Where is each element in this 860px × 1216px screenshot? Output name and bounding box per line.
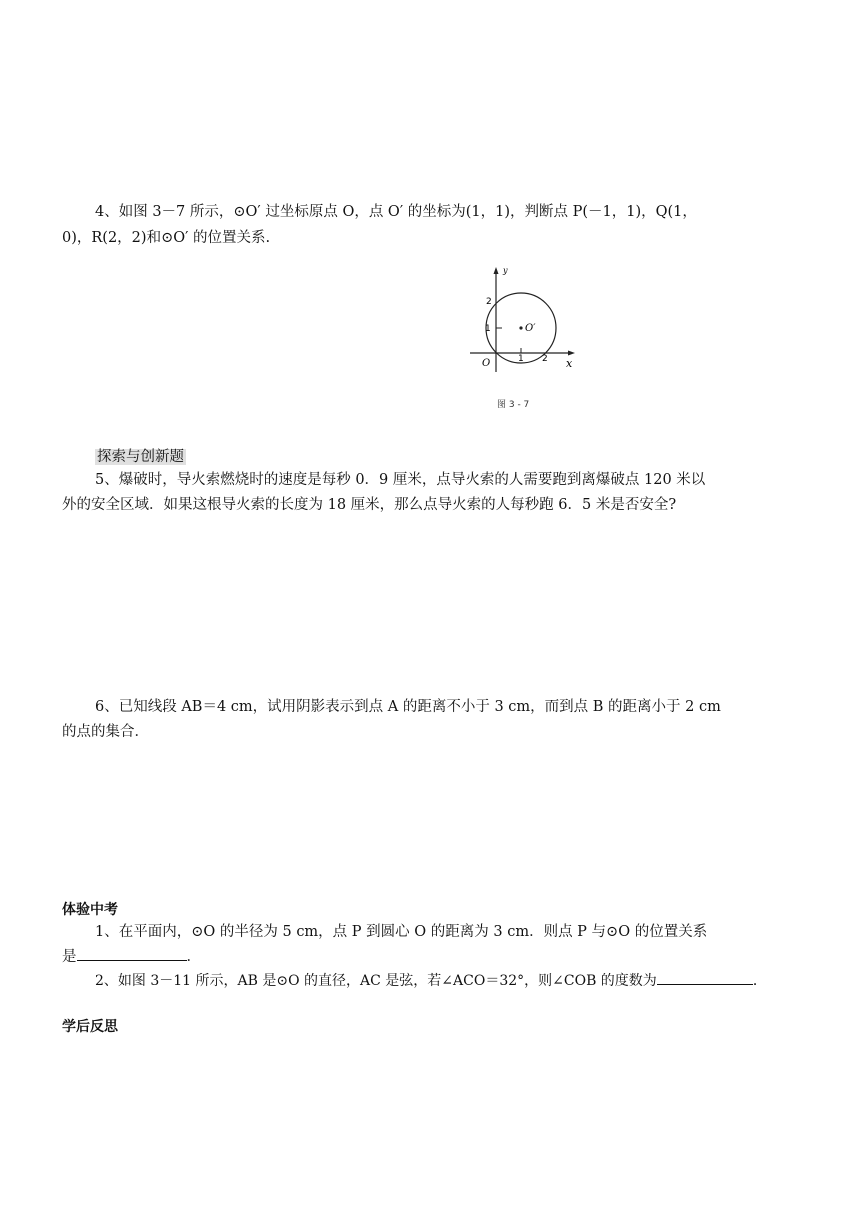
figure-caption: 图 3 - 7	[497, 400, 530, 410]
q4-line-2: 0)，R(2，2)和⊙O′ 的位置关系.	[62, 230, 271, 246]
exam-q2-suffix: ．	[752, 973, 767, 989]
exam-q1-line-2	[62, 946, 201, 967]
y-tick-label-1: 1	[485, 324, 491, 334]
figure-3-7	[462, 264, 592, 376]
y-axis-label: y	[503, 266, 508, 275]
exam-q1-prefix: 是	[62, 949, 77, 965]
x-axis-label: x	[566, 357, 573, 370]
center-point	[519, 326, 522, 329]
exam-title: 体验中考	[62, 902, 118, 918]
y-axis-arrow	[494, 267, 499, 274]
y-tick-label-2: 2	[486, 297, 492, 307]
exam-q1-suffix: ．	[186, 949, 201, 965]
explore-section	[95, 447, 186, 467]
q5-line-1: 5、爆破时，导火索燃烧时的速度是每秒 0．9 厘米，点导火索的人需要跑到离爆破点 120 米以	[95, 472, 706, 488]
x-tick-label-2: 2	[542, 354, 548, 364]
q5-line-2: 外的安全区域．如果这根导火索的长度为 18 厘米，那么点导火索的人每秒跑 6．5 米是否安全?	[62, 497, 677, 513]
explore-title: 探索与创新题	[97, 449, 184, 465]
q4-line-1: 4、如图 3－7 所示，⊙O′ 过坐标原点 O，点 O′ 的坐标为(1，1)，判断点 P(－1，1)，Q(1，	[95, 204, 697, 220]
reflection-title: 学后反思	[62, 1019, 118, 1035]
answer-blank-2[interactable]	[657, 970, 753, 985]
q6-line-2: 的点的集合．	[62, 724, 149, 740]
exam-q2-text: 2、如图 3－11 所示，AB 是⊙O 的直径，AC 是弦，若∠ACO＝32°，则∠COB 的度数为	[95, 973, 657, 989]
center-label: O′	[525, 323, 536, 334]
origin-label: O	[482, 358, 491, 369]
x-tick-label-1: 1	[518, 354, 524, 364]
exam-q1-line-1: 1、在平面内，⊙O 的半径为 5 cm，点 P 到圆心 O 的距离为 3 cm．则点 P 与⊙O 的位置关系	[95, 924, 708, 940]
answer-blank-1[interactable]	[77, 946, 187, 961]
exam-q2-line	[95, 970, 767, 991]
q6-line-1: 6、已知线段 AB＝4 cm，试用阴影表示到点 A 的距离不小于 3 cm，而到点 B 的距离小于 2 cm	[95, 699, 721, 715]
x-axis-arrow	[568, 351, 575, 356]
